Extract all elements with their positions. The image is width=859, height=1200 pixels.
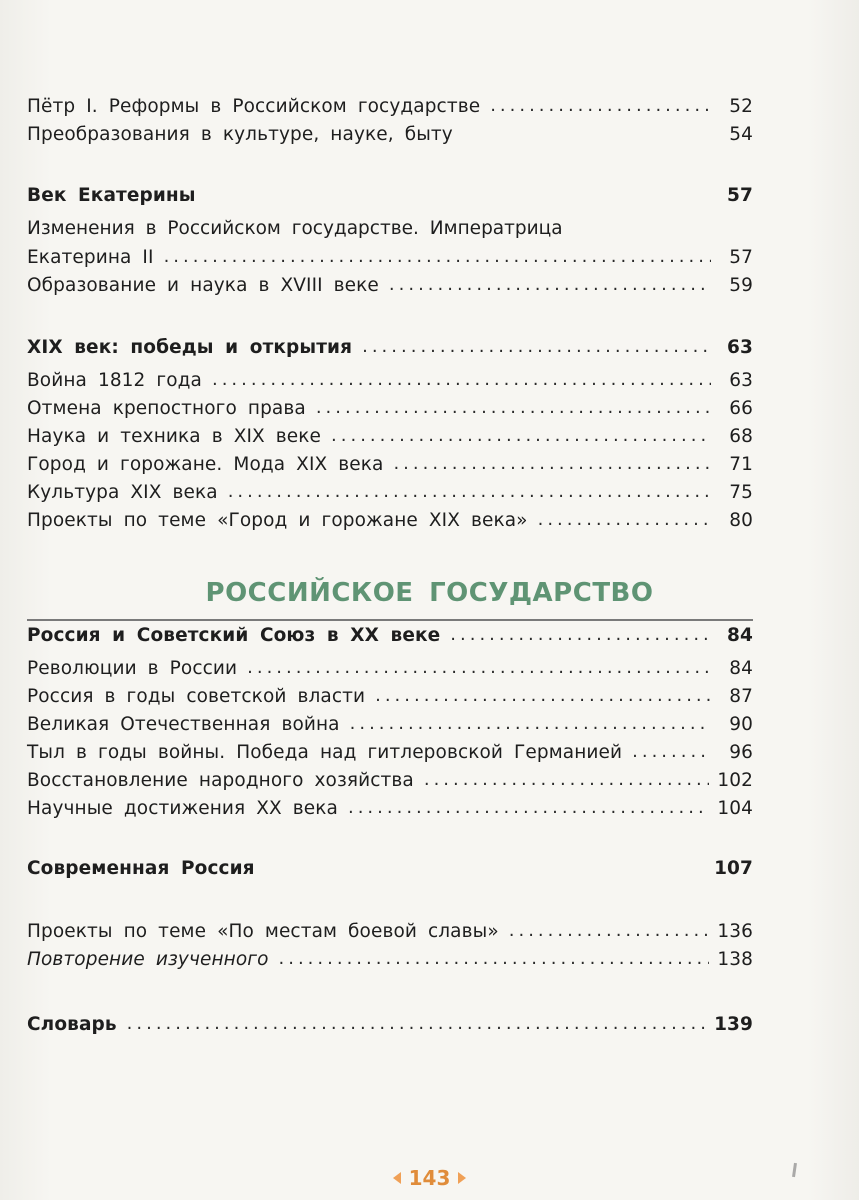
toc-leader-dots	[164, 242, 711, 272]
page-footer	[0, 1163, 859, 1193]
toc-entry[interactable]	[27, 916, 753, 946]
toc-chapter[interactable]	[27, 332, 753, 362]
toc-entry-title: Наука и техника в XIX веке	[27, 425, 322, 447]
toc-chapter-title: XIX век: победы и открытия	[27, 336, 353, 358]
toc-chapter-title: Век Екатерины	[27, 184, 196, 206]
toc-entry[interactable]	[27, 681, 753, 711]
toc-entry-title: Великая Отечественная война	[27, 713, 340, 735]
toc-entry[interactable]	[27, 421, 753, 451]
toc-entry-title: Россия в годы советской власти	[27, 685, 366, 707]
toc-entry-title: Отмена крепостного права	[27, 397, 306, 419]
toc-entry-page: 90	[729, 713, 753, 735]
toc-entry-title-line1: Изменения в Российском государстве. Императрица	[27, 218, 563, 239]
toc-entry-title: Научные достижения XX века	[27, 797, 338, 819]
toc-chapter[interactable]	[27, 180, 753, 210]
toc-entry-title: Восстановление народного хозяйства	[27, 769, 414, 791]
toc-entry-page: 102	[717, 769, 753, 791]
toc-leader-dots	[348, 793, 709, 823]
toc-leader-dots	[331, 421, 711, 451]
toc-chapter-page: 63	[727, 336, 753, 358]
toc-leader-dots	[450, 620, 711, 650]
toc-chapter-title: Современная Россия	[27, 857, 255, 879]
toc-entry-page: 68	[729, 425, 753, 447]
toc-chapter-page: 139	[714, 1013, 753, 1035]
toc-entry-page: 104	[717, 797, 753, 819]
toc-entry-page: 71	[729, 453, 753, 475]
toc-leader-space	[265, 853, 706, 883]
toc-leader-dots	[538, 505, 711, 535]
toc-entry[interactable]	[27, 793, 753, 823]
toc-chapter[interactable]	[27, 1009, 753, 1039]
toc-leader-dots	[389, 270, 711, 300]
toc-entry-page: 84	[729, 657, 753, 679]
toc-chapter[interactable]	[27, 853, 753, 883]
toc-entry-page: 136	[717, 920, 753, 942]
toc-entry-page: 75	[729, 481, 753, 503]
toc-entry[interactable]	[27, 653, 753, 683]
toc-entry-page: 52	[729, 95, 753, 117]
toc-entry-page: 63	[729, 369, 753, 391]
toc-entry[interactable]	[27, 709, 753, 739]
toc-entry[interactable]	[27, 944, 753, 974]
toc-entry-title: Екатерина II	[27, 246, 154, 268]
toc-leader-dots	[424, 765, 710, 795]
toc-entry[interactable]	[27, 365, 753, 395]
toc-entry[interactable]	[27, 270, 753, 300]
toc-entry-title: Культура XIX века	[27, 481, 218, 503]
toc-chapter-title: Россия и Советский Союз в XX веке	[27, 624, 441, 646]
toc-leader-dots	[632, 737, 711, 767]
toc-entry-title: Преобразования в культуре, науке, быту	[27, 123, 453, 145]
toc-chapter[interactable]	[27, 620, 753, 650]
toc-leader-space	[463, 119, 711, 149]
toc-entry-title: Проекты по теме «Город и горожане XIX века»	[27, 509, 528, 531]
toc-entry-page: 59	[729, 274, 753, 296]
toc-entry-page: 54	[729, 123, 753, 145]
toc-chapter-page: 107	[714, 857, 753, 879]
toc-entry-title: Повторение изученного	[27, 948, 269, 970]
toc-entry[interactable]	[27, 505, 753, 535]
toc-entry-title: Пётр I. Реформы в Российском государстве	[27, 95, 481, 117]
toc-entry-page: 138	[717, 948, 753, 970]
toc-leader-dots	[350, 709, 711, 739]
toc-entry-page: 57	[729, 246, 753, 268]
toc-leader-dots	[228, 477, 711, 507]
toc-leader-dots	[375, 681, 711, 711]
toc-entry[interactable]	[27, 119, 753, 149]
toc-chapter-page: 57	[727, 184, 753, 206]
toc-chapter-title: Словарь	[27, 1013, 117, 1035]
toc-entry[interactable]	[27, 393, 753, 423]
triangle-right-icon	[458, 1172, 466, 1184]
page-number: 143	[408, 1166, 451, 1190]
toc-leader-dots	[316, 393, 711, 423]
toc-leader-dots	[362, 332, 711, 362]
toc-leader-dots	[212, 365, 711, 395]
toc-entry[interactable]	[27, 765, 753, 795]
section-heading: РОССИЙСКОЕ ГОСУДАРСТВО	[205, 578, 654, 608]
toc-leader-dots	[509, 916, 710, 946]
toc-entry[interactable]	[27, 91, 753, 121]
toc-entry[interactable]	[27, 242, 753, 272]
toc-leader-space	[206, 180, 711, 210]
toc-entry[interactable]	[27, 477, 753, 507]
toc-leader-dots	[247, 653, 711, 683]
toc-entry-title: Война 1812 года	[27, 369, 202, 391]
toc-leader-dots	[490, 91, 711, 121]
toc-leader-dots	[127, 1009, 706, 1039]
toc-entry-page: 87	[729, 685, 753, 707]
toc-entry-title: Образование и наука в XVIII веке	[27, 274, 379, 296]
toc-entry-page: 96	[729, 741, 753, 763]
toc-entry-page: 66	[729, 397, 753, 419]
toc-entry[interactable]	[27, 449, 753, 479]
toc-entry-page: 80	[729, 509, 753, 531]
toc-entry-title: Проекты по теме «По местам боевой славы»	[27, 920, 499, 942]
triangle-left-icon	[393, 1172, 401, 1184]
toc-entry[interactable]	[27, 737, 753, 767]
toc-entry-title: Город и горожане. Мода XIX века	[27, 453, 384, 475]
toc-leader-dots	[393, 449, 711, 479]
toc-chapter-page: 84	[727, 624, 753, 646]
toc-entry-title: Тыл в годы войны. Победа над гитлеровской Германией	[27, 741, 623, 763]
toc-leader-dots	[279, 944, 710, 974]
toc-entry-title: Революции в России	[27, 657, 238, 679]
